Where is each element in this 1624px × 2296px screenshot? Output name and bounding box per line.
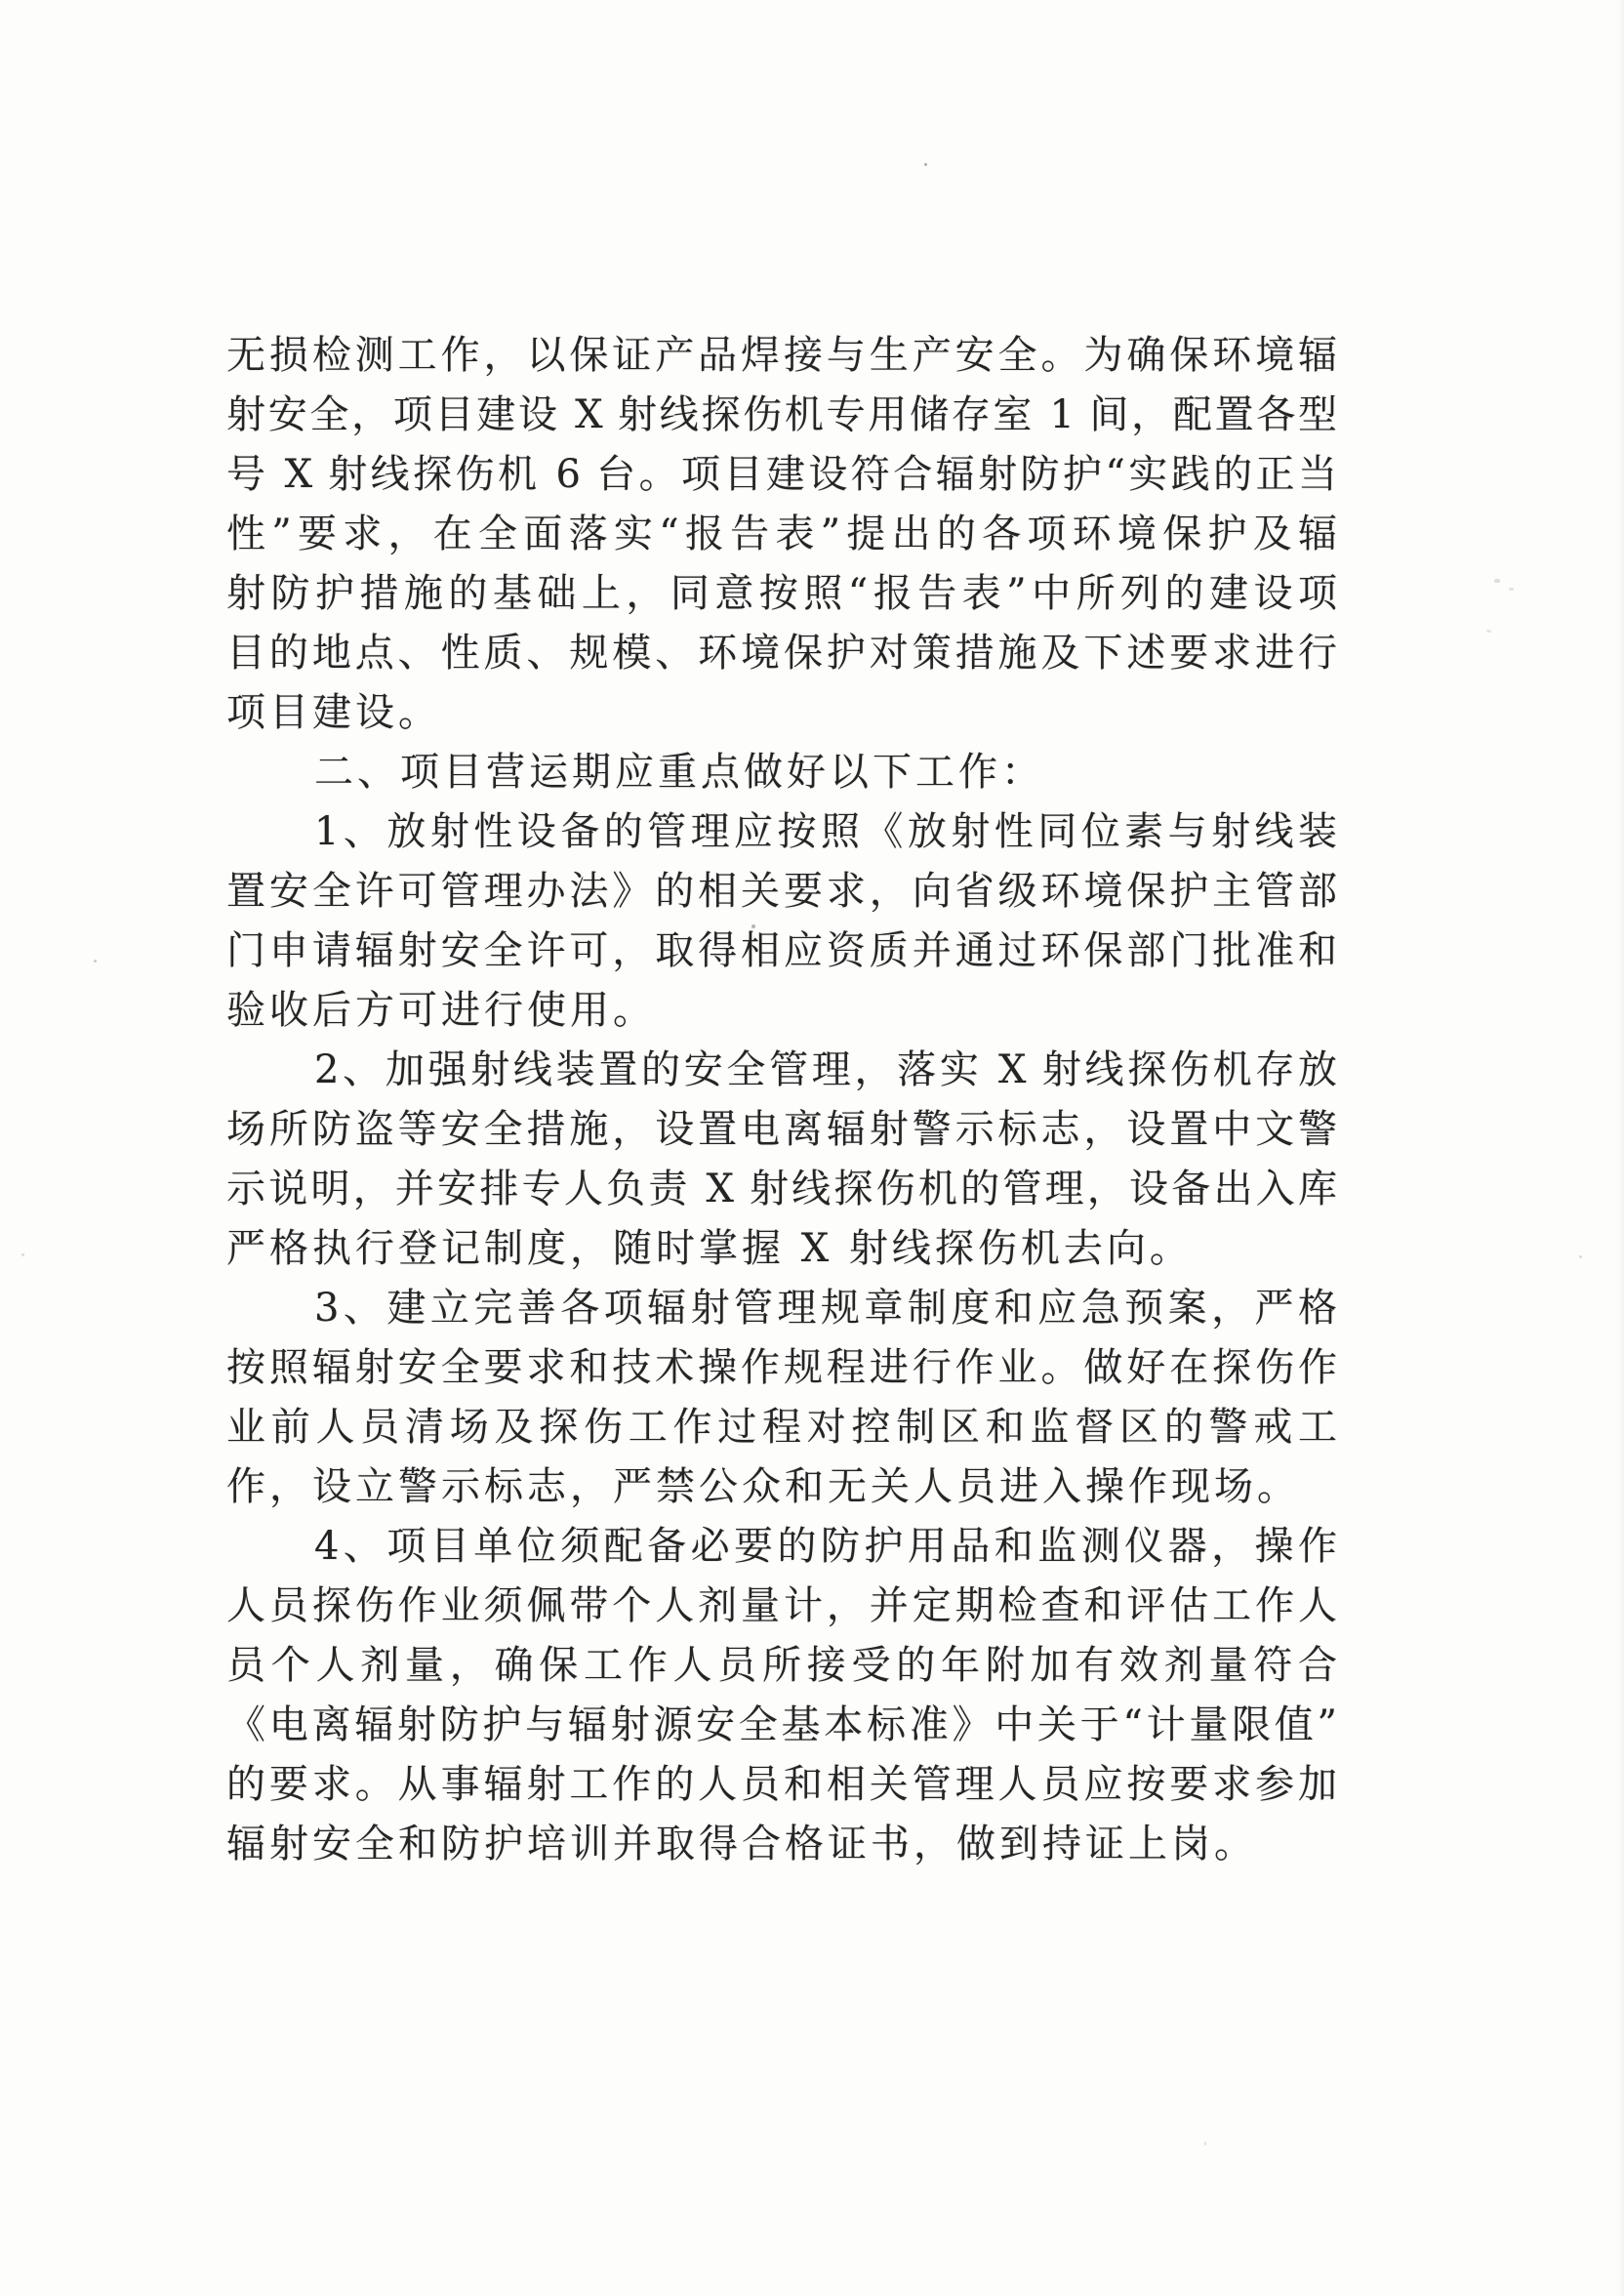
scan-speck	[1486, 630, 1491, 633]
document-line: 人员探伤作业须佩带个人剂量计，并定期检查和评估工作人	[226, 1583, 1337, 1628]
document-line: 4、项目单位须配备必要的防护用品和监测仪器，操作	[314, 1524, 1337, 1569]
document-line: 2、加强射线装置的安全管理，落实 X 射线探伤机存放	[314, 1047, 1337, 1092]
document-line: 员个人剂量，确保工作人员所接受的年附加有效剂量符合	[226, 1643, 1337, 1688]
document-line: 性”要求，在全面落实“报告表”提出的各项环境保护及辐	[226, 512, 1337, 556]
document-line: 作，设立警示标志，严禁公众和无关人员进入操作现场。	[226, 1464, 1300, 1509]
scan-speck	[94, 960, 97, 963]
document-line: 置安全许可管理办法》的相关要求，向省级环境保护主管部	[226, 869, 1337, 914]
document-line: 无损检测工作，以保证产品焊接与生产安全。为确保环境辐	[226, 333, 1337, 378]
document-line: 业前人员清场及探伤工作过程对控制区和监督区的警戒工	[226, 1405, 1337, 1450]
document-line: 的要求。从事辐射工作的人员和相关管理人员应按要求参加	[226, 1762, 1337, 1807]
scan-speck	[1494, 579, 1500, 583]
document-line: 辐射安全和防护培训并取得合格证书，做到持证上岗。	[226, 1822, 1257, 1866]
document-line: 按照辐射安全要求和技术操作规程进行作业。做好在探伤作	[226, 1345, 1337, 1390]
document-line: 项目建设。	[226, 690, 441, 735]
document-line: 号 X 射线探伤机 6 台。项目建设符合辐射防护“实践的正当	[226, 452, 1337, 497]
scan-speck	[1509, 588, 1514, 591]
scan-speck	[1204, 2142, 1206, 2146]
document-line: 目的地点、性质、规模、环境保护对策措施及下述要求进行	[226, 631, 1337, 676]
document-line: 射安全，项目建设 X 射线探伤机专用储存室 1 间，配置各型	[226, 392, 1337, 437]
document-line: 严格执行登记制度，随时掌握 X 射线探伤机去向。	[226, 1226, 1193, 1271]
document-line: 《电离辐射防护与辐射源安全基本标准》中关于“计量限值”	[226, 1702, 1337, 1747]
document-line: 门申请辐射安全许可，取得相应资质并通过环保部门批准和	[226, 928, 1337, 973]
document-line: 二、项目营运期应重点做好以下工作：	[314, 750, 1044, 795]
document-text	[226, 326, 1337, 1874]
document-line: 场所防盗等安全措施，设置电离辐射警示标志，设置中文警	[226, 1107, 1337, 1152]
document-line: 示说明，并安排专人负责 X 射线探伤机的管理，设备出入库	[226, 1167, 1337, 1211]
scan-speck	[21, 1253, 24, 1256]
document-line: 1、放射性设备的管理应按照《放射性同位素与射线装	[314, 809, 1337, 854]
document-line: 射防护措施的基础上，同意按照“报告表”中所列的建设项	[226, 571, 1337, 616]
scan-speck	[1579, 1255, 1582, 1258]
scan-speck	[924, 163, 927, 166]
document-line: 3、建立完善各项辐射管理规章制度和应急预案，严格	[314, 1286, 1337, 1331]
document-line: 验收后方可进行使用。	[226, 988, 656, 1033]
